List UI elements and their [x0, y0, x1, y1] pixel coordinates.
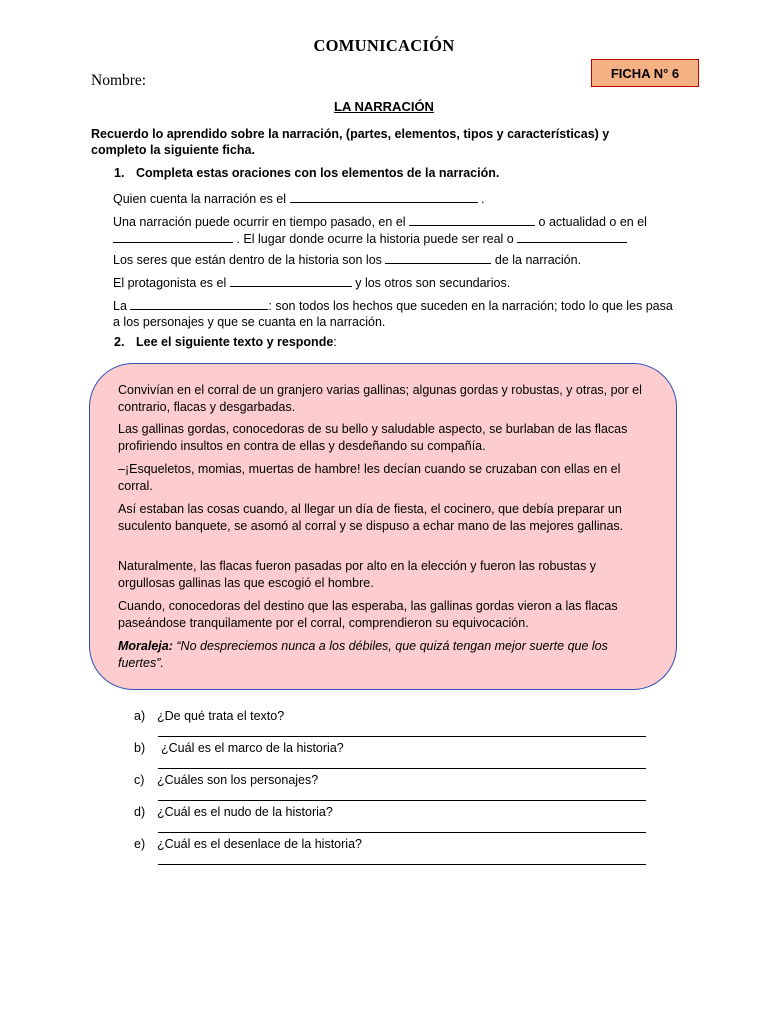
question-d-letter: d): [134, 805, 146, 819]
story-moraleja: [118, 638, 648, 672]
nombre-label: Nombre:: [91, 72, 147, 89]
sentence-1: [113, 190, 673, 207]
answer-line-b[interactable]: [158, 768, 646, 769]
sentence-2-mid: o actualidad o en el: [538, 215, 647, 229]
sentence-2: [113, 213, 673, 247]
sentence-1-text: Quien cuenta la narración es el: [113, 192, 287, 206]
question-a-text: ¿De qué trata el texto?: [157, 709, 285, 723]
question-e-letter: e): [134, 837, 146, 851]
section-2-heading: [136, 335, 337, 349]
story-p5: Naturalmente, las flacas fueron pasadas por alto en la elección y fueron las robustas y orgullosas gallinas las que escogió el hombre.: [118, 559, 597, 590]
page-title: COMUNICACIÓN: [313, 36, 455, 55]
sentence-5-end: : son todos los hechos que suceden en la narración; todo lo que les pasa a los personajes y que se cuanta en la narración.: [113, 299, 673, 329]
moraleja-label: Moraleja:: [118, 639, 173, 653]
sentence-5-text: La: [113, 299, 127, 313]
story-p2: Las gallinas gordas, conocedoras de su bello y saludable aspecto, se burlaban de las flacas profiriendo insultos en contra de ellas y desdeñando su compañía.: [118, 422, 628, 453]
blank-tiempo[interactable]: [409, 213, 535, 226]
blank-lugar[interactable]: [517, 230, 627, 243]
sentence-2-end: . El lugar donde ocurre la historia puede ser real o: [236, 232, 514, 246]
question-a-letter: a): [134, 709, 146, 723]
blank-accion[interactable]: [130, 297, 268, 310]
answer-line-d[interactable]: [158, 832, 646, 833]
question-c-letter: c): [134, 773, 145, 787]
section-2-heading-text: Lee el siguiente texto y responde: [136, 335, 334, 349]
section-2-colon: :: [333, 335, 337, 349]
story-p4: Así estaban las cosas cuando, al llegar un día de fiesta, el cocinero, que debía preparar un suculento banquete, se asomó al corral y se dispuso a echar mano de las mejores gallinas.: [118, 502, 624, 533]
sentence-4-text: El protagonista es el: [113, 276, 227, 290]
section-1-heading: Completa estas oraciones con los elementos de la narración.: [136, 166, 500, 180]
question-c-text: ¿Cuáles son los personajes?: [157, 773, 319, 787]
blank-protagonista[interactable]: [230, 274, 352, 287]
answer-line-e[interactable]: [158, 864, 646, 865]
sentence-4: [113, 274, 673, 291]
question-d-text: ¿Cuál es el nudo de la historia?: [157, 805, 333, 819]
sentence-3-end: de la narración.: [494, 253, 582, 267]
sentence-2-text: Una narración puede ocurrir en tiempo pasado, en el: [113, 215, 406, 229]
story-p3: –¡Esqueletos, momias, muertas de hambre! les decían cuando se cruzaban con ellas en el corral.: [118, 462, 621, 493]
story-p1: Convivían en el corral de un granjero varias gallinas; algunas gordas y robustas, y otras, por el contrario, flacas y desgarbadas.: [118, 383, 642, 414]
sentence-3: [113, 251, 673, 268]
blank-narrador[interactable]: [290, 190, 478, 203]
sentence-4-end: y los otros son secundarios.: [355, 276, 511, 290]
blank-presente[interactable]: [113, 230, 233, 243]
sentence-5: [113, 297, 673, 330]
intro-text: Recuerdo lo aprendido sobre la narración, (partes, elementos, tipos y características) y completo la siguiente ficha.: [91, 127, 610, 157]
sentence-1-end: .: [481, 192, 485, 206]
question-b-letter: b): [134, 741, 146, 755]
answer-line-a[interactable]: [158, 736, 646, 737]
ficha-badge: FICHA N° 6: [591, 59, 699, 87]
subtitle: LA NARRACIÓN: [334, 99, 434, 114]
moraleja-text: “No despreciemos nunca a los débiles, que quizá tengan mejor suerte que los fuertes”.: [118, 639, 608, 670]
blank-personajes[interactable]: [385, 251, 491, 264]
question-e-text: ¿Cuál es el desenlace de la historia?: [157, 837, 362, 851]
answer-line-c[interactable]: [158, 800, 646, 801]
question-b-text: ¿Cuál es el marco de la historia?: [161, 741, 344, 755]
section-2-number: 2.: [114, 335, 125, 349]
section-1-number: 1.: [114, 166, 125, 180]
story-p6: Cuando, conocedoras del destino que las esperaba, las gallinas gordas vieron a las flacas paseándose tranquilamente por el corral, comprendieron su equivocación.: [118, 599, 618, 630]
sentence-3-text: Los seres que están dentro de la historia son los: [113, 253, 382, 267]
